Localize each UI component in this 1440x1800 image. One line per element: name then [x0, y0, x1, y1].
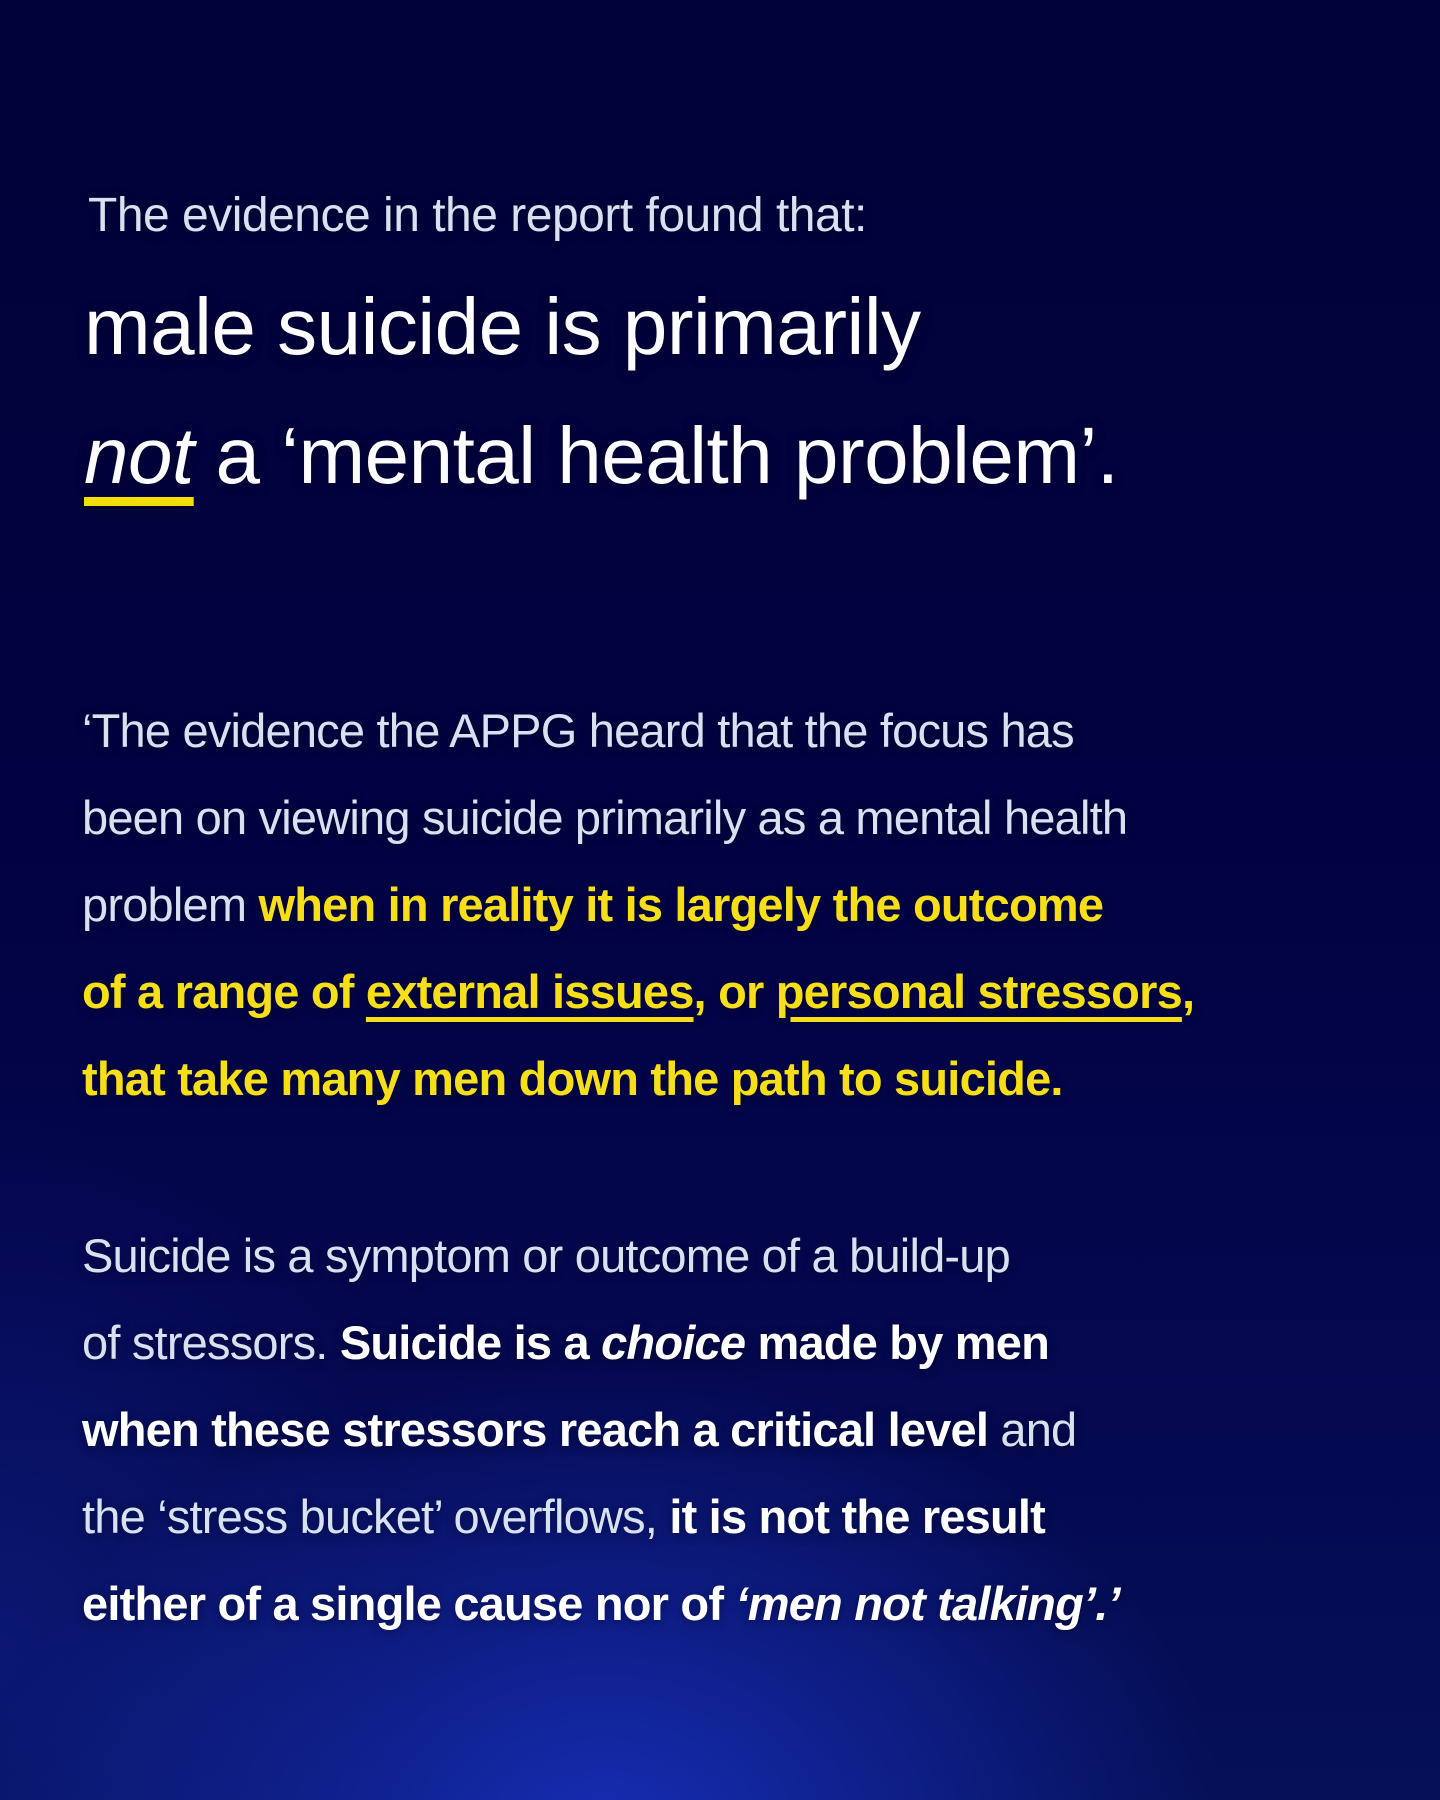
quote-yellow-segment: that take many men down the path to suicide. — [82, 1052, 1063, 1105]
body-bold-segment: Suicide is a — [339, 1316, 602, 1369]
quote-line-5 — [82, 1035, 1194, 1122]
men-not-talking-italic: ‘men not talking’.’ — [735, 1577, 1120, 1630]
quote-light-segment: ‘The evidence the APPG heard that the focus has — [82, 704, 1074, 757]
body-bold-segment: made by men — [745, 1316, 1050, 1369]
quote-line-2 — [82, 774, 1194, 861]
body-line-2 — [82, 1299, 1120, 1386]
headline — [84, 262, 1119, 520]
quote-yellow-segment: , — [1181, 965, 1195, 1018]
body-line-5 — [82, 1560, 1120, 1647]
quote-line-1 — [82, 687, 1194, 774]
headline-line2 — [84, 391, 1119, 520]
quote-yellow-segment: when in reality it is largely the outcome — [258, 878, 1104, 931]
quote-light-segment: been on viewing suicide primarily as a mental health — [82, 791, 1128, 844]
headline-line1 — [84, 262, 1119, 391]
body-line-4 — [82, 1473, 1120, 1560]
body-light-segment: the ‘stress bucket’ overflows, — [82, 1490, 670, 1543]
quote-line-4 — [82, 948, 1194, 1035]
body-line-3 — [82, 1386, 1120, 1473]
body-light-segment: and — [988, 1403, 1077, 1456]
headline-line2-rest: a ‘mental health problem’. — [193, 411, 1119, 500]
headline-not-emphasis: not — [84, 411, 194, 500]
body-light-segment: of stressors. — [82, 1316, 340, 1369]
body-paragraph — [82, 1212, 1120, 1647]
intro-text: The evidence in the report found that: — [88, 189, 867, 242]
body-line-1 — [82, 1212, 1120, 1299]
body-bold-segment: it is not the result — [669, 1490, 1046, 1543]
quote-paragraph — [82, 687, 1194, 1122]
body-bold-segment: either of a single cause nor of — [82, 1577, 736, 1630]
quote-light-segment: problem — [82, 878, 259, 931]
choice-italic: choice — [601, 1316, 746, 1369]
quote-yellow-segment: , or — [693, 965, 776, 1018]
headline-line1-text: male suicide is primarily — [84, 282, 921, 371]
body-bold-segment: when these stressors reach a critical level — [82, 1403, 989, 1456]
quote-line-3 — [82, 861, 1194, 948]
body-light-segment: Suicide is a symptom or outcome of a build-up — [82, 1229, 1010, 1282]
personal-stressors-underlined: personal stressors — [775, 965, 1182, 1018]
quote-yellow-segment: of a range of — [82, 965, 366, 1018]
external-issues-underlined: external issues — [365, 965, 694, 1018]
